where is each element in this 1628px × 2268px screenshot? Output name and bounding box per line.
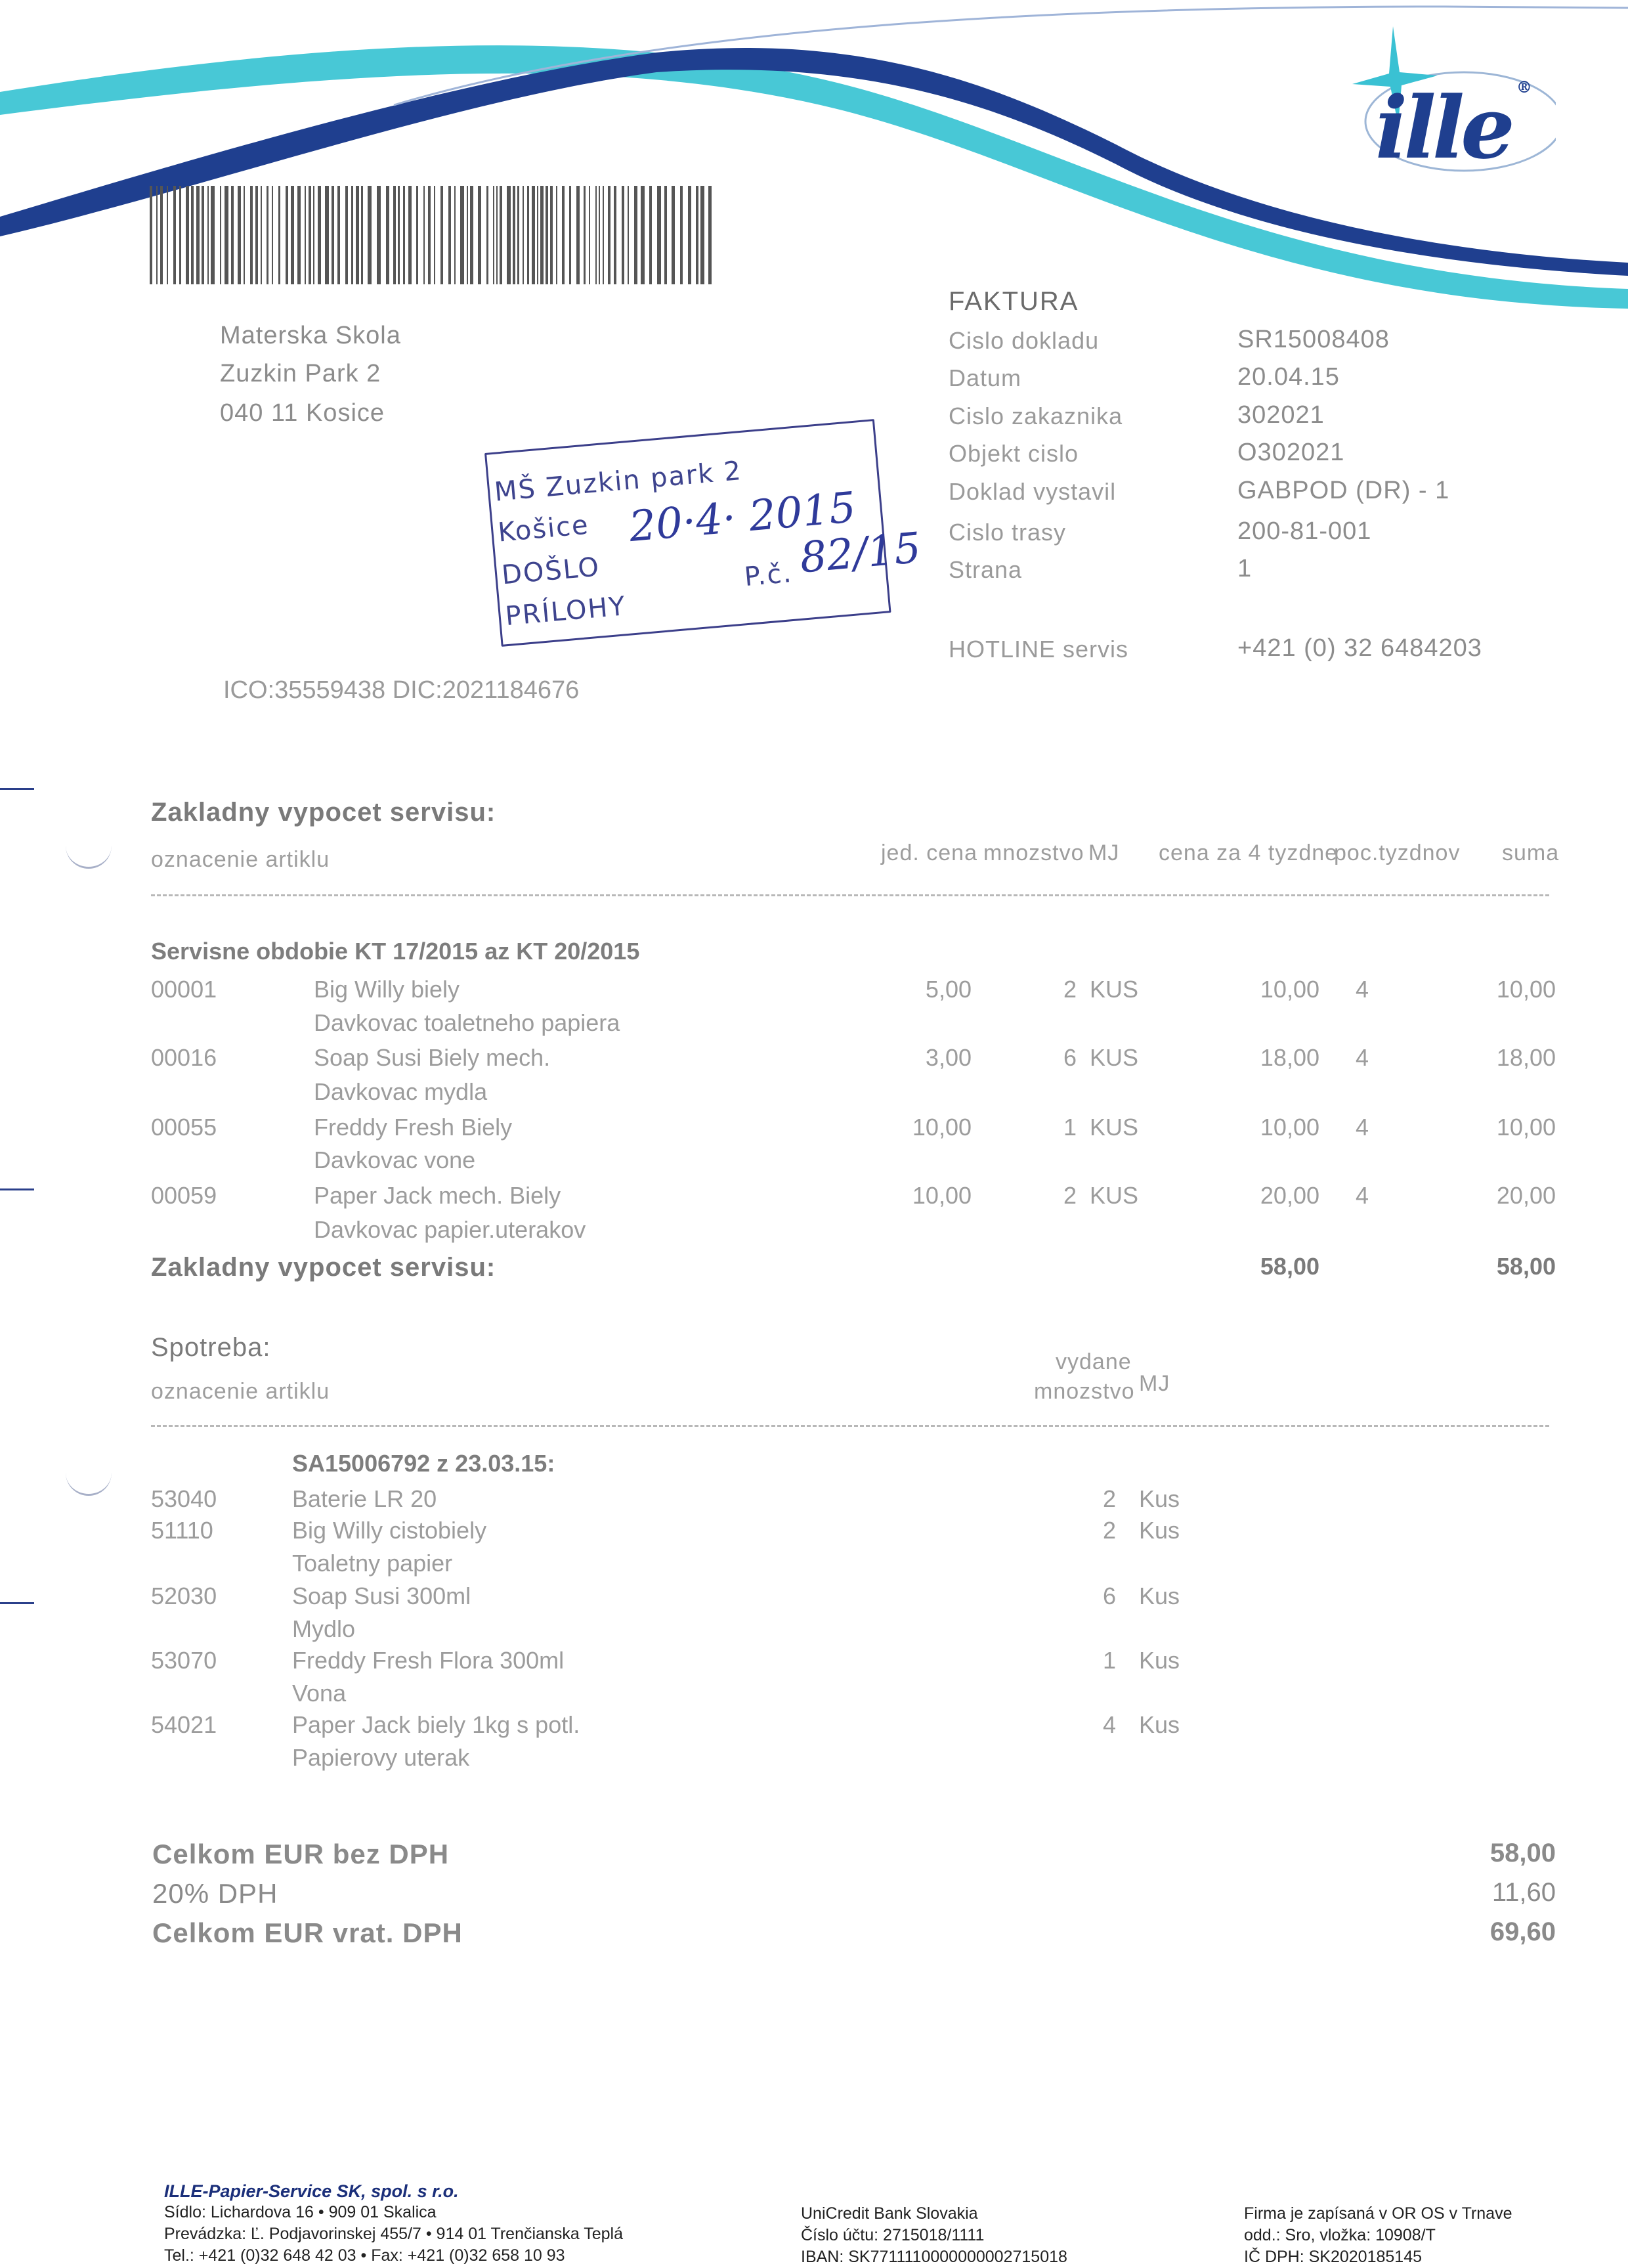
barcode-bar bbox=[664, 186, 667, 284]
item-code: 53040 bbox=[151, 1485, 217, 1512]
footer-bank-block bbox=[801, 2203, 1067, 2268]
barcode-bar bbox=[408, 186, 412, 284]
barcode-bar bbox=[150, 186, 152, 284]
unit: KUS bbox=[1090, 1044, 1139, 1071]
unit: Kus bbox=[1139, 1647, 1180, 1674]
customer-number: 302021 bbox=[1237, 401, 1325, 429]
barcode-bar bbox=[255, 186, 258, 284]
row-sum: 10,00 bbox=[1496, 1114, 1556, 1141]
field-label: Strana bbox=[949, 556, 1023, 583]
row-sum: 20,00 bbox=[1496, 1182, 1556, 1209]
barcode-bar bbox=[250, 186, 253, 284]
stamp-pc-label: P.č. bbox=[742, 557, 794, 593]
col-head-mj: MJ bbox=[1088, 840, 1120, 865]
barcode-bar bbox=[513, 186, 515, 284]
barcode-bar bbox=[500, 186, 502, 284]
item-desc: Papierovy uterak bbox=[292, 1744, 470, 1771]
barcode-bar bbox=[628, 186, 629, 284]
item-code: 00016 bbox=[151, 1044, 217, 1071]
vat-value: 11,60 bbox=[1491, 1878, 1556, 1907]
barcode-bar bbox=[220, 186, 221, 284]
item-desc: Davkovac vone bbox=[314, 1146, 476, 1173]
barcode-bar bbox=[493, 186, 494, 284]
item-code: 54021 bbox=[151, 1711, 217, 1738]
barcode-bar bbox=[291, 186, 294, 284]
item-name: Big Willy biely bbox=[314, 976, 460, 1003]
barcode-bar bbox=[179, 186, 181, 284]
barcode-bar bbox=[523, 186, 524, 284]
total-net-label: Celkom EUR bez DPH bbox=[152, 1839, 450, 1869]
footer-iban: IBAN: SK7711110000000002715018 bbox=[801, 2248, 1067, 2266]
barcode-bar bbox=[297, 186, 301, 284]
barcode-bar bbox=[599, 186, 600, 284]
quantity: 2 bbox=[1063, 976, 1077, 1003]
total-gross-value: 69,60 bbox=[1489, 1917, 1556, 1946]
barcode-bar bbox=[313, 186, 314, 284]
col-head-qty: mnozstvo bbox=[983, 840, 1084, 865]
footer-section: odd.: Sro, vložka: 10908/T bbox=[1244, 2226, 1436, 2244]
item-code: 53070 bbox=[151, 1647, 217, 1674]
vat-label: 20% DPH bbox=[152, 1878, 278, 1909]
recipient-ico-dic: ICO:35559438 DIC:2021184676 bbox=[223, 676, 580, 704]
barcode-bar bbox=[173, 186, 176, 284]
field-label: Cislo trasy bbox=[949, 519, 1067, 546]
quantity: 1 bbox=[1102, 1647, 1116, 1674]
item-desc: Davkovac mydla bbox=[314, 1078, 488, 1105]
route-number: 200-81-001 bbox=[1237, 517, 1372, 545]
barcode-bar bbox=[267, 186, 268, 284]
price-4-weeks: 20,00 bbox=[1260, 1182, 1319, 1209]
price-4-weeks: 10,00 bbox=[1260, 976, 1319, 1003]
punch-hole bbox=[66, 840, 112, 869]
barcode-bar bbox=[398, 186, 400, 284]
unit-price: 10,00 bbox=[912, 1182, 972, 1209]
barcode-bar bbox=[537, 186, 538, 284]
barcode-bar bbox=[460, 186, 464, 284]
barcode-bar bbox=[238, 186, 241, 284]
item-name: Soap Susi 300ml bbox=[292, 1582, 471, 1609]
col-head-article: oznacenie artiklu bbox=[151, 847, 330, 872]
barcode-bar bbox=[696, 186, 698, 284]
punch-hole bbox=[66, 1468, 112, 1496]
item-code: 00001 bbox=[151, 976, 217, 1003]
barcode-bar bbox=[448, 186, 451, 284]
barcode-bar bbox=[556, 186, 557, 284]
barcode-bar bbox=[708, 186, 712, 284]
barcode-bar bbox=[540, 186, 544, 284]
barcode-bar bbox=[231, 186, 234, 284]
unit: KUS bbox=[1090, 1182, 1139, 1209]
quantity: 6 bbox=[1063, 1044, 1077, 1071]
barcode-bar bbox=[622, 186, 624, 284]
col-head-article: oznacenie artiklu bbox=[151, 1379, 330, 1404]
barcode-bar bbox=[211, 186, 215, 284]
barcode-bar bbox=[496, 186, 498, 284]
row-sum: 18,00 bbox=[1496, 1044, 1556, 1071]
item-desc: Toaletny papier bbox=[292, 1550, 453, 1577]
item-code: 00055 bbox=[151, 1114, 217, 1141]
barcode-bar bbox=[423, 186, 425, 284]
divider bbox=[151, 894, 1549, 896]
service-section-title: Zakladny vypocet servisu: bbox=[151, 798, 496, 827]
barcode-bar bbox=[160, 186, 163, 284]
item-name: Freddy Fresh Flora 300ml bbox=[292, 1647, 565, 1674]
field-label: Datum bbox=[949, 364, 1022, 391]
footer-company-block bbox=[164, 2181, 623, 2267]
barcode-bar bbox=[272, 186, 273, 284]
total-net-value: 58,00 bbox=[1489, 1839, 1556, 1867]
footer-bank: UniCredit Bank Slovakia bbox=[801, 2204, 978, 2223]
item-code: 52030 bbox=[151, 1582, 217, 1609]
item-code: 51110 bbox=[151, 1517, 213, 1544]
field-label: Cislo zakaznika bbox=[949, 403, 1123, 429]
barcode-bar bbox=[156, 186, 158, 284]
barcode-bar bbox=[486, 186, 488, 284]
barcode-bar bbox=[657, 186, 661, 284]
barcode-bar bbox=[278, 186, 280, 284]
barcode-bar bbox=[569, 186, 571, 284]
handwritten-number: 82/15 bbox=[798, 523, 923, 583]
barcode-bar bbox=[641, 186, 645, 284]
invoice-title: FAKTURA bbox=[949, 287, 1079, 316]
invoice-number: SR15008408 bbox=[1237, 326, 1390, 353]
barcode-bar bbox=[550, 186, 553, 284]
item-code: 00059 bbox=[151, 1182, 217, 1209]
barcode-bar bbox=[167, 186, 168, 284]
barcode-bar bbox=[527, 186, 529, 284]
barcode-bar bbox=[649, 186, 652, 284]
consumption-section-title: Spotreba: bbox=[151, 1333, 271, 1362]
barcode-bar bbox=[261, 186, 262, 284]
unit: Kus bbox=[1139, 1711, 1180, 1738]
barcode-bar bbox=[356, 186, 359, 284]
quantity: 4 bbox=[1102, 1711, 1116, 1738]
barcode-bar bbox=[688, 186, 691, 284]
col-head-weeks: poc.tyzdnov bbox=[1334, 840, 1461, 865]
barcode-bar bbox=[191, 186, 194, 284]
col-head-mj: MJ bbox=[1139, 1371, 1170, 1396]
barcode-bar bbox=[467, 186, 468, 284]
barcode-bar bbox=[532, 186, 535, 284]
hotline-label: HOTLINE servis bbox=[949, 636, 1129, 663]
barcode-bar bbox=[428, 186, 431, 284]
barcode-bar bbox=[470, 186, 473, 284]
barcode-bar bbox=[584, 186, 586, 284]
barcode-bar bbox=[286, 186, 288, 284]
recipient-city: 040 11 Kosice bbox=[220, 399, 385, 427]
footer-company-name: ILLE-Papier-Service SK, spol. s r.o. bbox=[164, 2181, 459, 2201]
barcode-bar bbox=[244, 186, 245, 284]
barcode-bar bbox=[507, 186, 511, 284]
item-name: Paper Jack biely 1kg s potl. bbox=[292, 1711, 580, 1738]
barcode-bar bbox=[305, 186, 306, 284]
barcode-bar bbox=[562, 186, 565, 284]
barcode-bar bbox=[608, 186, 610, 284]
field-label: Objekt cislo bbox=[949, 440, 1079, 467]
barcode-bar bbox=[403, 186, 405, 284]
unit: Kus bbox=[1139, 1582, 1180, 1609]
footer-register: Firma je zapísaná v OR OS v Trnave bbox=[1244, 2204, 1512, 2223]
fold-mark bbox=[0, 788, 34, 790]
quantity: 2 bbox=[1102, 1485, 1116, 1512]
barcode-bar bbox=[576, 186, 580, 284]
recipient-name: Materska Skola bbox=[220, 322, 401, 349]
divider bbox=[151, 1425, 1549, 1427]
barcode-bar bbox=[595, 186, 597, 284]
item-name: Freddy Fresh Biely bbox=[314, 1114, 513, 1141]
weeks: 4 bbox=[1356, 1044, 1369, 1071]
col-head-unit-price: jed. cena bbox=[881, 840, 977, 865]
barcode-bar bbox=[345, 186, 348, 284]
page-number: 1 bbox=[1237, 555, 1253, 582]
service-subtotal-label: Zakladny vypocet servisu: bbox=[151, 1253, 496, 1282]
barcode-bar bbox=[680, 186, 683, 284]
handwritten-date: 20·4· 2015 bbox=[627, 483, 858, 552]
weeks: 4 bbox=[1356, 976, 1369, 1003]
barcode-bar bbox=[332, 186, 334, 284]
weeks: 4 bbox=[1356, 1182, 1369, 1209]
footer-seat: Sídlo: Lichardova 16 • 909 01 Skalica bbox=[164, 2203, 437, 2221]
row-sum: 10,00 bbox=[1496, 976, 1556, 1003]
barcode-bar bbox=[614, 186, 616, 284]
stamp-line-school: MŠ Zuzkin park 2 bbox=[493, 456, 744, 508]
item-desc: Davkovac toaletneho papiera bbox=[314, 1009, 620, 1036]
unit: KUS bbox=[1090, 1114, 1139, 1141]
barcode-bar bbox=[361, 186, 363, 284]
price-4-weeks: 10,00 bbox=[1260, 1114, 1319, 1141]
delivery-note-reference: SA15006792 z 23.03.15: bbox=[292, 1450, 555, 1477]
service-period: Servisne obdobie KT 17/2015 az KT 20/2015 bbox=[151, 938, 640, 965]
quantity: 1 bbox=[1063, 1114, 1077, 1141]
invoice-date: 20.04.15 bbox=[1237, 363, 1340, 391]
item-name: Baterie LR 20 bbox=[292, 1485, 437, 1512]
item-name: Soap Susi Biely mech. bbox=[314, 1044, 551, 1071]
service-subtotal-price-4-weeks: 58,00 bbox=[1260, 1253, 1319, 1280]
barcode-bar bbox=[589, 186, 590, 284]
barcode-bar bbox=[186, 186, 189, 284]
stamp-line-city: Košice bbox=[496, 510, 591, 548]
barcode-bar bbox=[207, 186, 209, 284]
barcode-bar bbox=[337, 186, 340, 284]
item-name: Paper Jack mech. Biely bbox=[314, 1182, 561, 1209]
barcode-bar bbox=[351, 186, 353, 284]
item-desc: Mydlo bbox=[292, 1615, 356, 1642]
barcode-bar bbox=[634, 186, 637, 284]
barcode-bar bbox=[603, 186, 604, 284]
stamp-line-received: DOŠLO bbox=[500, 552, 601, 591]
barcode-bar bbox=[434, 186, 435, 284]
field-label: Doklad vystavil bbox=[949, 478, 1117, 505]
barcode bbox=[150, 186, 718, 284]
unit: Kus bbox=[1139, 1485, 1180, 1512]
barcode-bar bbox=[309, 186, 311, 284]
hotline-number: +421 (0) 32 6484203 bbox=[1237, 634, 1482, 662]
unit-price: 10,00 bbox=[912, 1114, 972, 1141]
col-head-issued-qty: mnozstvo bbox=[1034, 1379, 1135, 1404]
barcode-bar bbox=[225, 186, 228, 284]
col-head-issued: vydane bbox=[1056, 1349, 1132, 1374]
total-gross-label: Celkom EUR vrat. DPH bbox=[152, 1917, 463, 1948]
logo-wordmark: ille ® bbox=[1375, 77, 1528, 178]
item-name: Big Willy cistobiely bbox=[292, 1517, 487, 1544]
barcode-bar bbox=[196, 186, 200, 284]
unit: KUS bbox=[1090, 976, 1139, 1003]
service-subtotal-sum: 58,00 bbox=[1496, 1253, 1556, 1280]
footer-vat-id: IČ DPH: SK2020185145 bbox=[1244, 2248, 1423, 2266]
recipient-street: Zuzkin Park 2 bbox=[220, 360, 381, 387]
item-desc: Davkovac papier.uterakov bbox=[314, 1216, 586, 1243]
footer-account: Číslo účtu: 2715018/1111 bbox=[801, 2226, 985, 2244]
barcode-bar bbox=[416, 186, 418, 284]
quantity: 2 bbox=[1102, 1517, 1116, 1544]
barcode-bar bbox=[368, 186, 372, 284]
footer-register-block bbox=[1244, 2203, 1512, 2268]
barcode-bar bbox=[440, 186, 443, 284]
barcode-bar bbox=[325, 186, 329, 284]
object-number: O302021 bbox=[1237, 439, 1345, 466]
unit-price: 3,00 bbox=[925, 1044, 972, 1071]
barcode-bar bbox=[672, 186, 675, 284]
fold-mark bbox=[0, 1602, 34, 1604]
field-label: Cislo dokladu bbox=[949, 327, 1100, 354]
issued-by: GABPOD (DR) - 1 bbox=[1237, 477, 1450, 504]
received-stamp bbox=[484, 419, 923, 649]
barcode-bar bbox=[700, 186, 704, 284]
barcode-bar bbox=[377, 186, 381, 284]
col-head-sum: suma bbox=[1502, 840, 1560, 865]
stamp-line-attachments: PRÍLOHY bbox=[503, 591, 628, 632]
unit-price: 5,00 bbox=[925, 976, 972, 1003]
item-desc: Vona bbox=[292, 1680, 347, 1707]
barcode-bar bbox=[393, 186, 396, 284]
weeks: 4 bbox=[1356, 1114, 1369, 1141]
quantity: 6 bbox=[1102, 1582, 1116, 1609]
col-head-price-4-weeks: cena za 4 tyzdne bbox=[1159, 840, 1339, 865]
fold-mark bbox=[0, 1189, 34, 1190]
barcode-bar bbox=[478, 186, 481, 284]
price-4-weeks: 18,00 bbox=[1260, 1044, 1319, 1071]
footer-phone: Tel.: +421 (0)32 648 42 03 • Fax: +421 (0)32 658 10 93 bbox=[164, 2246, 565, 2265]
quantity: 2 bbox=[1063, 1182, 1077, 1209]
footer-branch: Prevádzka: Ľ. Podjavorinskej 455/7 • 914 01 Trenčianska Teplá bbox=[164, 2225, 623, 2243]
barcode-bar bbox=[202, 186, 204, 284]
barcode-bar bbox=[318, 186, 321, 284]
unit: Kus bbox=[1139, 1517, 1180, 1544]
barcode-bar bbox=[454, 186, 456, 284]
registered-mark: ® bbox=[1516, 77, 1528, 97]
barcode-bar bbox=[517, 186, 519, 284]
barcode-bar bbox=[546, 186, 548, 284]
barcode-bar bbox=[386, 186, 389, 284]
